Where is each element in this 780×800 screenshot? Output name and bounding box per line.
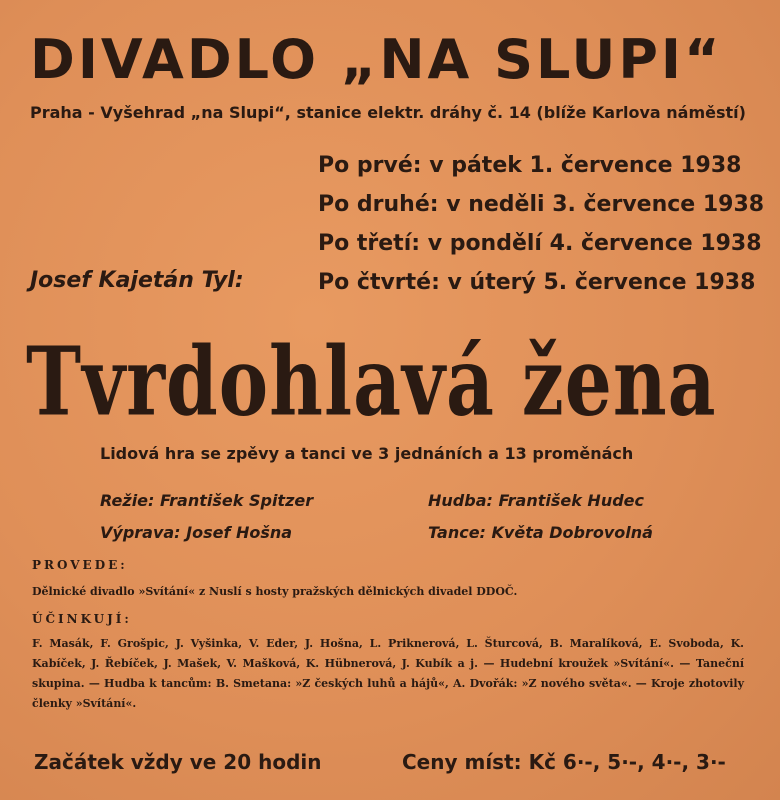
ticket-prices: Ceny míst: Kč 6·-, 5·-, 4·-, 3·- — [402, 750, 726, 774]
start-time: Začátek vždy ve 20 hodin — [34, 750, 322, 774]
performed-by-text: Dělnické divadlo »Svítání« z Nuslí s hosty pražských dělnických divadel DDOČ. — [32, 585, 518, 598]
credit-row — [100, 486, 740, 518]
credit-choreography: Tance: Květa Dobrovolná — [428, 523, 653, 542]
theatre-address: Praha - Vyšehrad „na Slupi“, stanice elektr. dráhy č. 14 (blíže Karlova náměstí) — [30, 103, 746, 122]
credit-director: Režie: František Spitzer — [100, 491, 314, 510]
cast-heading: ÚČINKUJÍ: — [32, 612, 132, 626]
performance-date-4: Po čtvrté: v úterý 5. července 1938 — [318, 270, 756, 295]
credit-set-design: Výprava: Josef Hošna — [100, 523, 293, 542]
credits-block — [100, 486, 740, 550]
performed-by-heading: PROVEDE: — [32, 558, 128, 572]
play-subtitle: Lidová hra se zpěvy a tanci ve 3 jednáních a 13 proměnách — [100, 444, 634, 463]
play-author: Josef Kajetán Tyl: — [30, 268, 244, 293]
play-title: Tvrdohlavá žena — [26, 327, 717, 438]
performance-date-3: Po třetí: v pondělí 4. července 1938 — [318, 231, 762, 256]
performance-date-1: Po prvé: v pátek 1. července 1938 — [318, 153, 742, 178]
credit-row — [100, 518, 740, 550]
credit-music: Hudba: František Hudec — [428, 491, 644, 510]
performance-dates — [318, 146, 765, 302]
cast-text: F. Masák, F. Grošpic, J. Vyšinka, V. Eder, J. Hošna, L. Priknerová, L. Šturcová, B. Maralíková, E. Svoboda, K. Kabíček, J. Řebíček, J. Mašek, V. Mašková, K. Hübnerová, J. Kubík a j. — Hudební kroužek »Svítání«. — Taneční skupina. — Hudba k tancům: B. Smetana: »Z českých luhů a hájů«, A. Dvořák: »Z nového světa«. — Kroje zhotovily členky »Svítání«. — [32, 637, 744, 710]
theatre-name: DIVADLO „NA SLUPI“ — [30, 28, 723, 91]
performance-date-2: Po druhé: v neděli 3. července 1938 — [318, 192, 765, 217]
